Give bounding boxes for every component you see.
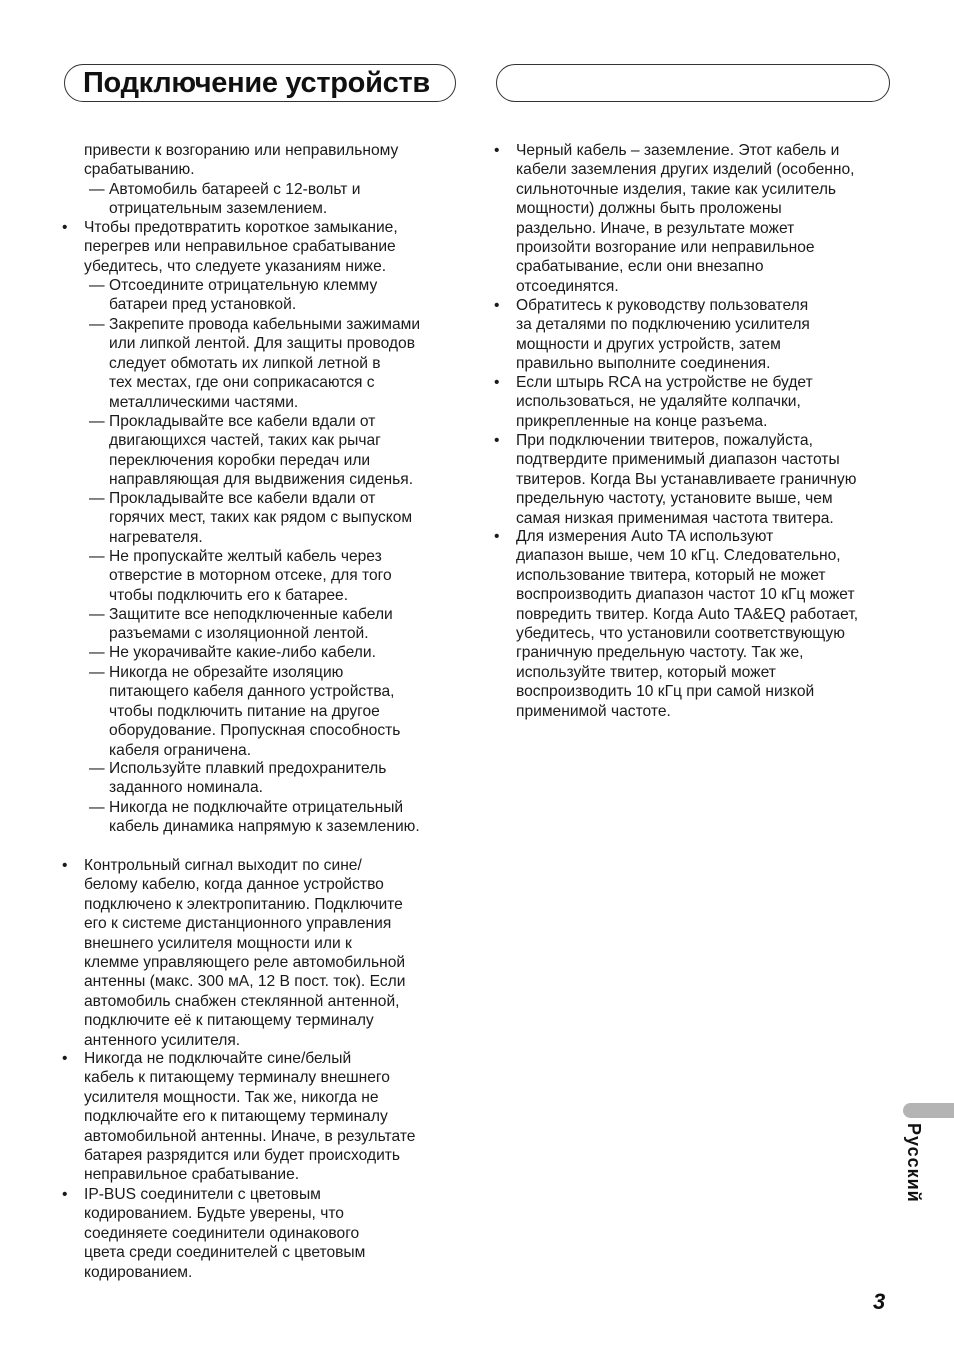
bullet-marker: •	[494, 142, 500, 159]
dash-marker: —	[89, 181, 105, 198]
dash-marker: —	[89, 548, 105, 565]
bullet-marker: •	[494, 528, 500, 545]
dash-marker: —	[89, 316, 105, 333]
language-label: Русский	[904, 1123, 924, 1203]
bullet-marker: •	[494, 432, 500, 449]
empty-header-box	[496, 64, 890, 102]
dash-marker: —	[89, 277, 105, 294]
continuation-text: привести к возгоранию или неправильному срабатыванию.	[84, 142, 399, 179]
dash-marker: —	[89, 490, 105, 507]
bullet-marker: •	[62, 219, 68, 236]
page-title: Подключение устройств	[83, 67, 430, 99]
dash-marker: —	[89, 644, 105, 661]
dash-marker: —	[89, 606, 105, 623]
language-tab	[903, 1103, 954, 1118]
bullet-marker: •	[62, 857, 68, 874]
bullet-marker: •	[494, 374, 500, 391]
dash-marker: —	[89, 760, 105, 777]
page-number: 3	[873, 1289, 886, 1314]
bullet-marker: •	[62, 1186, 68, 1203]
dash-marker: —	[89, 799, 105, 816]
dash-marker: —	[89, 413, 105, 430]
section-title-box	[64, 64, 456, 102]
bullet-marker: •	[62, 1050, 68, 1067]
dash-marker: —	[89, 664, 105, 681]
bullet-marker: •	[494, 297, 500, 314]
